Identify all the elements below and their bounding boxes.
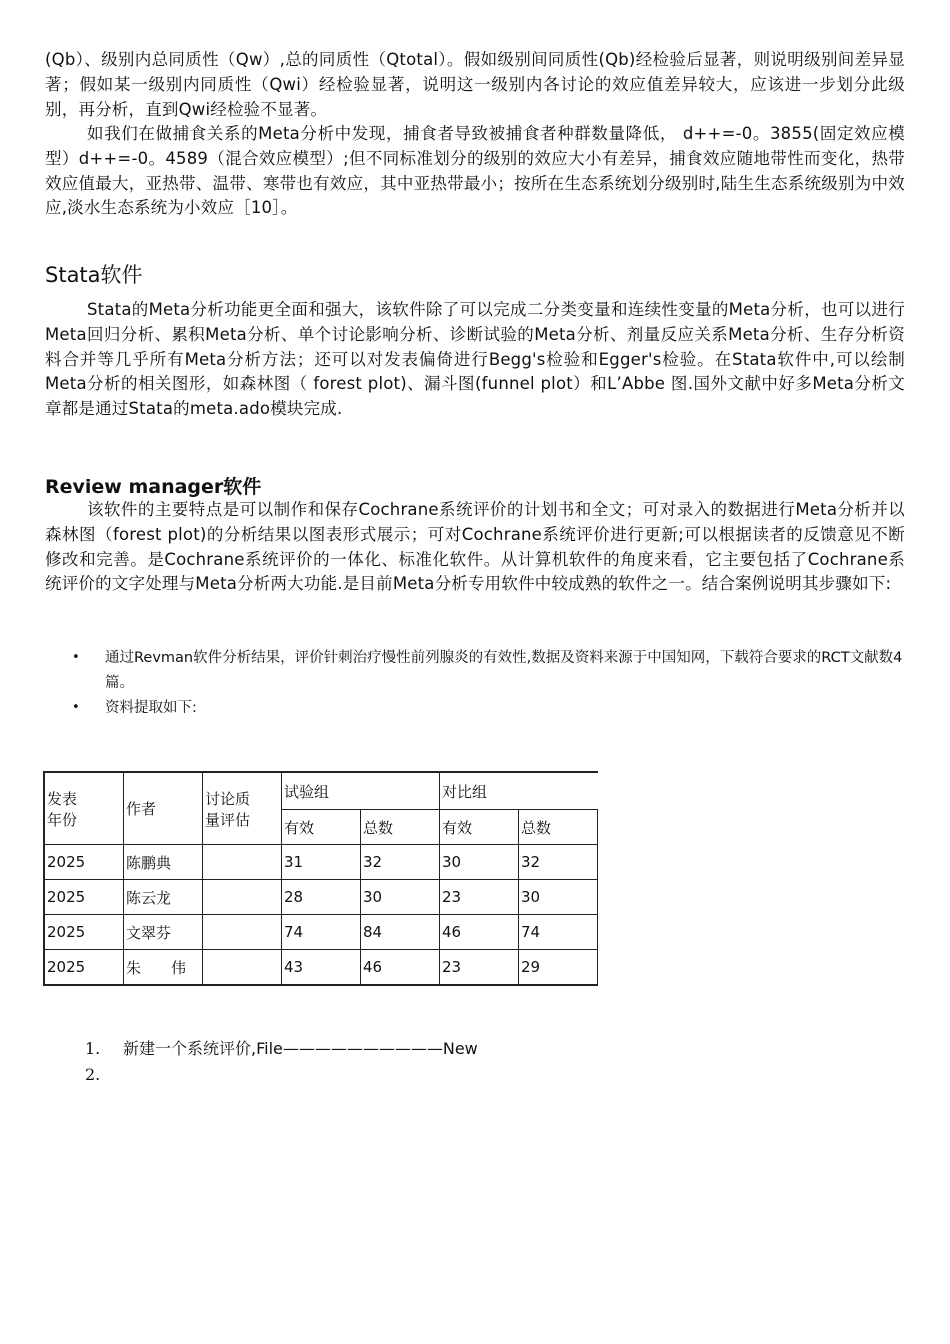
paragraph-review-manager: 该软件的主要特点是可以制作和保存Cochrane系统评价的计划书和全文；可对录入的数据进行Meta分析并以森林图（forest plot)的分析结果以图表形式展示；可对Cochrane系统评价进行更新;可以根据读者的反馈意见不断修改和完善。是Cochrane系统评价的一体化、标准化软件。从计算机软件的角度来看，它主要包括了Cochrane系统评价的文字处理与Meta分析两大功能.是目前Meta分析专用软件中较成熟的软件之一。结合案例说明其步骤如下: (45, 500, 905, 594)
header-ctrl-total: 总数 (519, 810, 598, 845)
cell-exp-total: 46 (361, 950, 440, 986)
table-row (44, 915, 598, 950)
list-item (85, 1062, 478, 1088)
list-item: • 资料提取如下: (45, 696, 905, 721)
step-text: 新建一个系统评价,File——————————New (123, 1039, 478, 1058)
cell-year: 2025 (44, 950, 124, 986)
header-year-line1: 发表 (47, 789, 78, 808)
data-extraction-table (43, 771, 598, 986)
cell-ctrl-effective: 46 (440, 915, 519, 950)
step-number: 2. (85, 1065, 101, 1084)
heading-review-manager: Review manager软件 (45, 476, 262, 498)
cell-ctrl-total: 30 (519, 880, 598, 915)
step-number: 1. (85, 1039, 101, 1058)
paragraph-predation-example: 如我们在做捕食关系的Meta分析中发现，捕食者导致被捕食者种群数量降低， d++=-0。3855(固定效应模型）d++=-0。4589（混合效应模型）;但不同标准划分的级别的效应大小有差异，捕食效应随地带性而变化，热带效应值最大，亚热带、温带、寒带也有效应，其中亚热带最小；按所在生态系统划分级别时,陆生生态系统级别为中效应,淡水生态系统为小效应［10］。 (45, 124, 905, 218)
cell-exp-effective: 28 (282, 880, 361, 915)
cell-author: 陈云龙 (124, 880, 203, 915)
cell-exp-total: 32 (361, 845, 440, 880)
header-year-line2: 年份 (47, 810, 78, 829)
header-quality-line2: 量评估 (205, 810, 251, 829)
header-exp-effective: 有效 (282, 810, 361, 845)
cell-ctrl-effective: 30 (440, 845, 519, 880)
header-quality (203, 772, 282, 845)
cell-exp-effective: 74 (282, 915, 361, 950)
cell-author: 文翠芬 (124, 915, 203, 950)
cell-ctrl-total: 29 (519, 950, 598, 986)
table-row (44, 950, 598, 986)
paragraph-homogeneity: (Qb）、级别内总同质性（Qw）,总的同质性（Qtotal）。假如级别间同质性(Qb)经检验后显著，则说明级别间差异显著；假如某一级别内同质性（Qwi）经检验显著，说明这一级别内各讨论的效应值差异较大，应该进一步划分此级别，再分析，直到Qwi经检验不显著。 (45, 50, 905, 119)
cell-author: 陈鹏典 (124, 845, 203, 880)
cell-quality (203, 915, 282, 950)
header-control-group: 对比组 (440, 772, 598, 810)
cell-ctrl-total: 74 (519, 915, 598, 950)
cell-exp-effective: 43 (282, 950, 361, 986)
header-author: 作者 (124, 772, 203, 845)
cell-quality (203, 950, 282, 986)
cell-author: 朱 伟 (124, 950, 203, 986)
cell-exp-total: 30 (361, 880, 440, 915)
cell-year: 2025 (44, 845, 124, 880)
heading-stata: Stata软件 (45, 263, 143, 287)
cell-ctrl-total: 32 (519, 845, 598, 880)
cell-ctrl-effective: 23 (440, 950, 519, 986)
paragraph-stata: Stata的Meta分析功能更全面和强大，该软件除了可以完成二分类变量和连续性变量的Meta分析，也可以进行Meta回归分析、累积Meta分析、单个讨论影响分析、诊断试验的Meta分析、剂量反应关系Meta分析、生存分析资料合并等几乎所有Meta分析方法；还可以对发表偏倚进行Begg's检验和Egger's检验。在Stata软件中,可以绘制Meta分析的相关图形，如森林图（ forest plot)、漏斗图(funnel plot）和L’Abbe 图.国外文献中好多Meta分析文章都是通过Stata的meta.ado模块完成. (45, 300, 905, 419)
header-quality-line1: 讨论质 (205, 789, 251, 808)
steps-list (85, 1036, 478, 1088)
header-exp-total: 总数 (361, 810, 440, 845)
list-item (85, 1036, 478, 1062)
cell-year: 2025 (44, 880, 124, 915)
header-experiment-group: 试验组 (282, 772, 440, 810)
cell-year: 2025 (44, 915, 124, 950)
header-ctrl-effective: 有效 (440, 810, 519, 845)
list-item: • 通过Revman软件分析结果，评价针刺治疗慢性前列腺炎的有效性,数据及资料来源于中国知网，下载符合要求的RCT文献数4篇。 (45, 646, 905, 695)
cell-quality (203, 845, 282, 880)
cell-ctrl-effective: 23 (440, 880, 519, 915)
cell-quality (203, 880, 282, 915)
header-year (44, 772, 124, 845)
cell-exp-effective: 31 (282, 845, 361, 880)
table-row (44, 845, 598, 880)
bullet-list (45, 646, 905, 722)
table-row (44, 880, 598, 915)
cell-exp-total: 84 (361, 915, 440, 950)
